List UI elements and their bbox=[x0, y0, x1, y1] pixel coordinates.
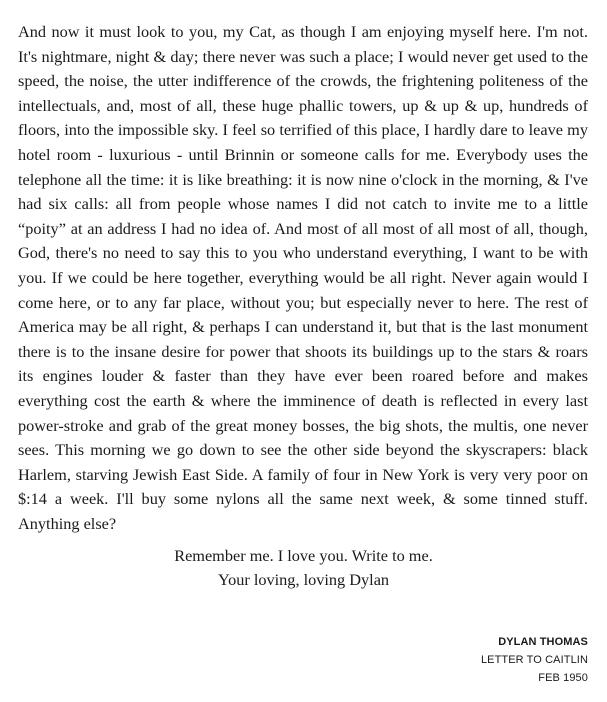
attribution-author: DYLAN THOMAS bbox=[498, 636, 588, 648]
attribution bbox=[481, 633, 588, 687]
attribution-date: FEB 1950 bbox=[538, 672, 588, 684]
letter-closing bbox=[0, 544, 607, 592]
letter-body: And now it must look to you, my Cat, as though I am enjoying myself here. I'm not. It's nightmare, night & day; there never was such a place; I would never get used to the speed, the noise, the utter indifference of the crowds, the frightening politeness of the intellectuals, and, most of all, these huge phallic towers, up & up & up, hundreds of floors, into the impossible sky. I feel so terrified of this place, I hardly dare to leave my hotel room - luxurious - until Brinnin or someone calls for me. Everybody uses the telephone all the time: it is like breathing: it is now nine o'clock in the morning, & I've had six calls: all from people whose names I did not catch to invite me to a little “poity” at an address I had no idea of. And most of all most of all most of all, though, God, there's no need to say this to you who understand everything, I want to be with you. If we could be here together, everything would be all right. Never again would I come here, or to any far place, without you; but especially never to here. The rest of America may be all right, & perhaps I can understand it, but that is the last monument there is to the insane desire for power that shoots its buildings up to the stars & roars its engines louder & faster than they have ever been roared before and makes everything cost the earth & where the imminence of death is reflected in every last power-stroke and grab of the great money bosses, the big shots, the multis, one never sees. This morning we go down to see the other side beyond the skyscrapers: black Harlem, starving Jewish East Side. A family of four in New York is very very poor on $:14 a week. I'll buy some nylons all the same next week, & some tinned stuff. Anything else? bbox=[18, 22, 588, 533]
attribution-work: LETTER TO CAITLIN bbox=[480, 654, 588, 666]
signature-line: Your loving, loving Dylan bbox=[217, 570, 390, 589]
closing-line: Remember me. I love you. Write to me. bbox=[174, 546, 433, 565]
